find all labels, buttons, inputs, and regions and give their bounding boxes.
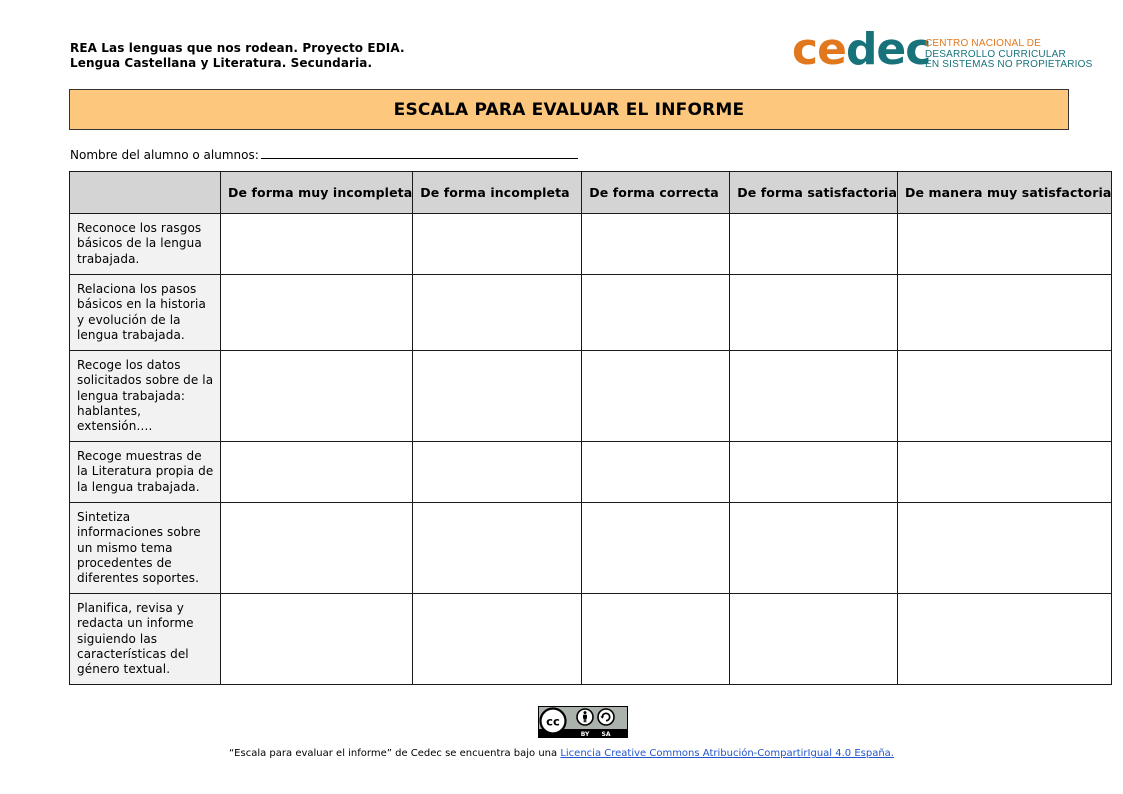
cc-by-sa-badge [538, 706, 628, 738]
rating-cell [897, 214, 1111, 275]
rating-cell [221, 442, 413, 503]
by-person-icon [577, 709, 593, 725]
rating-cell [897, 442, 1111, 503]
title-banner [69, 89, 1069, 130]
logo-word-part2: dec [845, 24, 931, 75]
rating-cell [413, 503, 582, 594]
table-header-incomplete: De forma incompleta [413, 172, 582, 214]
header-line-2: Lengua Castellana y Literatura. Secundaria. [70, 56, 373, 70]
license-link[interactable]: Licencia Creative Commons Atribución-CompartirIgual 4.0 España. [560, 748, 894, 759]
rating-cell [730, 351, 898, 442]
logo-tagline-line-3: EN SISTEMAS NO PROPIETARIOS [925, 59, 1093, 70]
logo-tagline-line-2: DESARROLLO CURRICULAR [925, 48, 1066, 60]
page-title: ESCALA PARA EVALUAR EL INFORME [393, 99, 745, 120]
rating-cell [413, 351, 582, 442]
header-line-1: REA Las lenguas que nos rodean. Proyecto EDIA. [70, 41, 405, 55]
header-text [70, 41, 405, 71]
student-name-field [70, 147, 578, 162]
rating-cell [730, 442, 898, 503]
table-row [70, 275, 1112, 351]
criterion-cell: Recoge los datos solicitados sobre de la lengua trabajada: hablantes, extensión…. [70, 351, 221, 442]
table-row [70, 594, 1112, 685]
cedec-logo-tagline [925, 39, 1092, 71]
logo-tagline-line-1: CENTRO NACIONAL DE [925, 38, 1042, 49]
cedec-logo [792, 24, 1093, 76]
criterion-cell: Planifica, revisa y redacta un informe siguiendo las características del género textual. [70, 594, 221, 685]
license-text: “Escala para evaluar el informe” de Cedec se encuentra bajo una [229, 748, 561, 759]
rating-cell [730, 275, 898, 351]
table-header-very-incomplete: De forma muy incompleta [221, 172, 413, 214]
sa-label: SA [601, 731, 611, 738]
rating-cell [730, 503, 898, 594]
rating-cell [413, 594, 582, 685]
table-header-correct: De forma correcta [582, 172, 730, 214]
rating-cell [221, 214, 413, 275]
license-footer [0, 748, 1123, 759]
rating-cell [221, 351, 413, 442]
logo-word-part1: ce [792, 24, 846, 75]
table-row [70, 214, 1112, 275]
rating-cell [730, 214, 898, 275]
rating-cell [582, 275, 730, 351]
rating-cell [582, 351, 730, 442]
rating-cell [413, 214, 582, 275]
cc-icon-label: cc [546, 714, 560, 729]
student-name-label: Nombre del alumno o alumnos: [70, 148, 259, 162]
rating-cell [413, 275, 582, 351]
rating-cell [582, 442, 730, 503]
criterion-cell: Reconoce los rasgos básicos de la lengua trabajada. [70, 214, 221, 275]
student-name-blank-line [261, 147, 578, 159]
by-label: BY [580, 731, 590, 738]
table-row [70, 351, 1112, 442]
rating-cell [730, 594, 898, 685]
rating-cell [897, 275, 1111, 351]
rating-cell [897, 503, 1111, 594]
table-header-row [70, 172, 1112, 214]
rating-cell [413, 442, 582, 503]
rating-cell [221, 275, 413, 351]
rating-cell [582, 594, 730, 685]
rating-cell [897, 594, 1111, 685]
rating-cell [897, 351, 1111, 442]
table-header-corner [70, 172, 221, 214]
criterion-cell: Relaciona los pasos básicos en la historia y evolución de la lengua trabajada. [70, 275, 221, 351]
table-header-very-satisfactory: De manera muy satisfactoria [897, 172, 1111, 214]
sa-share-alike-icon [598, 709, 614, 725]
criterion-cell: Recoge muestras de la Literatura propia de la lengua trabajada. [70, 442, 221, 503]
rubric-table [69, 171, 1112, 685]
table-header-satisfactory: De forma satisfactoria [730, 172, 898, 214]
rating-cell [582, 214, 730, 275]
cc-icon [541, 709, 566, 734]
criterion-cell: Sintetiza informaciones sobre un mismo tema procedentes de diferentes soportes. [70, 503, 221, 594]
rating-cell [221, 594, 413, 685]
table-row [70, 503, 1112, 594]
cedec-logo-word [792, 24, 930, 76]
table-row [70, 442, 1112, 503]
rating-cell [582, 503, 730, 594]
rating-cell [221, 503, 413, 594]
